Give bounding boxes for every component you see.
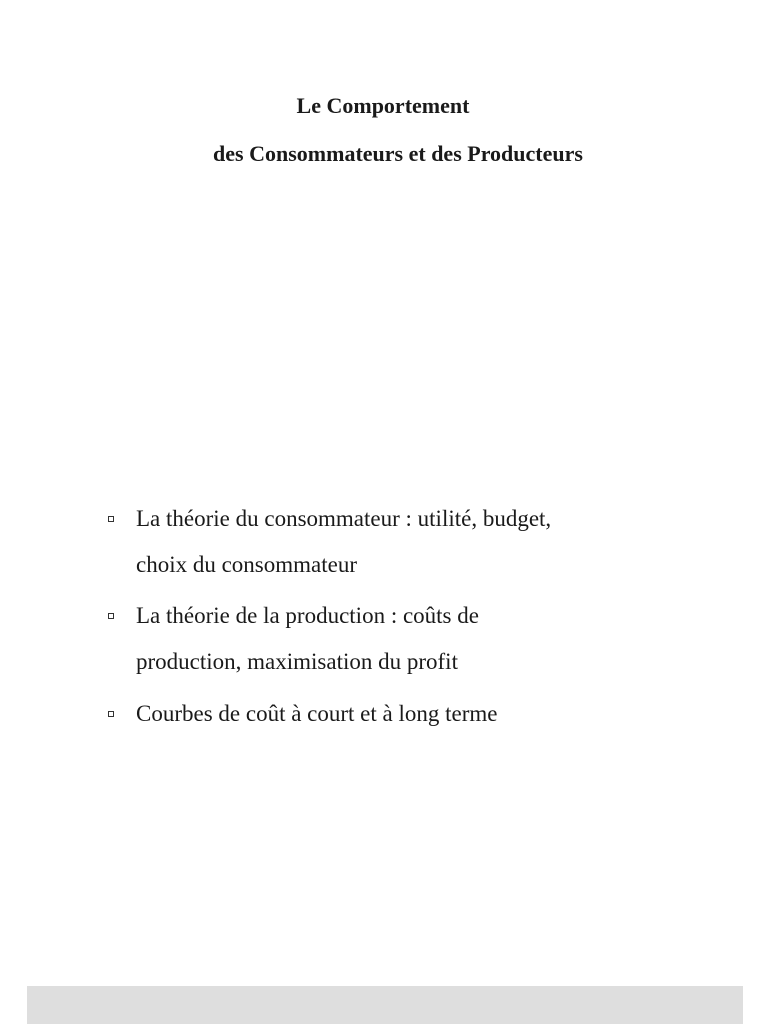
bullet-text-line: La théorie du consommateur : utilité, budget,	[136, 506, 552, 531]
bullet-item-production-theory	[136, 593, 696, 685]
bullet-text-line: Courbes de coût à court et à long terme	[136, 701, 498, 726]
bullet-text-line: La théorie de la production : coûts de	[136, 603, 479, 628]
footer-gray-bar	[27, 986, 743, 1024]
hollow-square-bullet-icon	[108, 516, 114, 522]
document-title-line-2: des Consommateurs et des Producteurs	[213, 141, 583, 166]
bullet-item-consumer-theory	[136, 496, 696, 588]
hollow-square-bullet-icon	[108, 613, 114, 619]
bullet-text-line: choix du consommateur	[136, 552, 358, 577]
bullet-text-line: production, maximisation du profit	[136, 649, 458, 674]
hollow-square-bullet-icon	[108, 711, 114, 717]
bullet-item-cost-curves	[136, 691, 696, 737]
document-title-line-1: Le Comportement	[296, 93, 470, 118]
